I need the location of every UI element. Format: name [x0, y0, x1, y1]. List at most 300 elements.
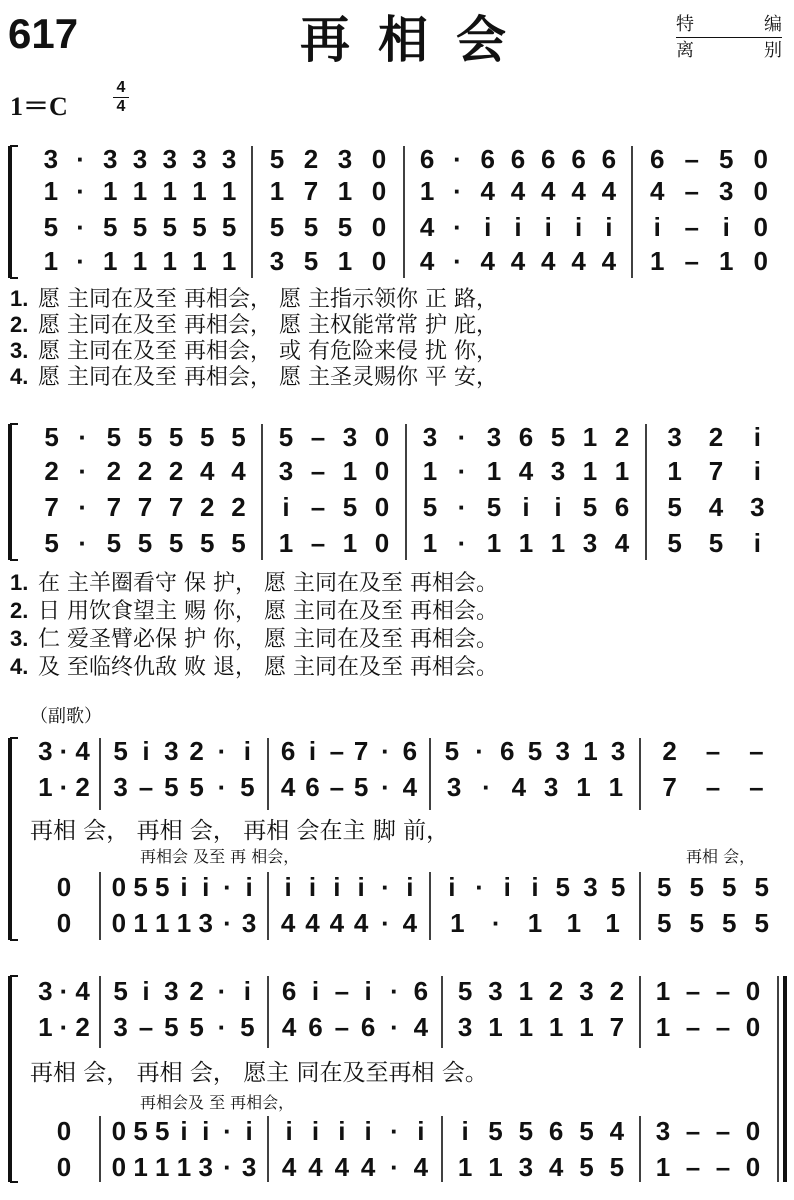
system4-upper-r0-m1-note: · — [217, 976, 227, 1006]
system1-r2-m0-note: · — [76, 212, 85, 242]
system4-lower-r0-m2-note: i — [417, 1116, 425, 1146]
system2-r3-m2-note: 1 — [550, 528, 566, 558]
system2-r2-m3-note: 3 — [750, 492, 765, 522]
system4-upper-r1-m3-note: 1 — [518, 1012, 534, 1042]
system3-lower-r0-m2-note: i — [308, 872, 317, 902]
system4-lower-r1-m2-note: 4 — [360, 1152, 376, 1182]
system2-r3-m2-note: 1 — [422, 528, 438, 558]
system4-lower-r0-m2-note: i — [364, 1116, 372, 1146]
system1-r2-m3-note: 0 — [753, 212, 768, 242]
system3-upper-r1-m0-note: 1 — [38, 772, 53, 802]
system4-upper-r1-m4-note: – — [715, 1012, 731, 1042]
system2-r0-m2-note: 2 — [614, 422, 630, 452]
system1-r1-m2-note: 1 — [419, 176, 435, 206]
system2-r0-m0-note: 5 — [200, 422, 215, 452]
system2-r3-m2-note: 1 — [486, 528, 502, 558]
system2-r3-m3-note: 5 — [667, 528, 682, 558]
system2-r0-m0-note: · — [78, 422, 88, 452]
system3-upper-r0-m3-note: · — [475, 736, 484, 766]
system2-r3-m0-note: 5 — [137, 528, 153, 558]
system2-r0-m1-note: 5 — [278, 422, 294, 452]
system2-r2-m3-note: 5 — [667, 492, 682, 522]
system2-verse-num-1: 2. — [10, 598, 29, 623]
system3-upper-r1-m3-note: 3 — [446, 772, 462, 802]
system2-r2-m2-note: 5 — [486, 492, 502, 522]
system3-lower-r0-m3-note: i — [531, 872, 539, 902]
system2-r3-m2-note: 3 — [582, 528, 598, 558]
system2-r2-m2-note: 5 — [582, 492, 598, 522]
system4-lower-r1-m4-note: 1 — [655, 1152, 671, 1182]
system4-lower-r0-m0-note: 0 — [56, 1116, 72, 1146]
system3-upper-r0-m2-note: 6 — [402, 736, 418, 766]
system1-r3-m0-note: 1 — [221, 246, 237, 276]
system3-upper-r1-m1-note: 5 — [189, 772, 204, 802]
system3-lower-r1-m4-note: 5 — [657, 908, 672, 938]
system4-upper-r0-m2-note: i — [311, 976, 320, 1006]
system2-r3-m1-note: 1 — [278, 528, 294, 558]
system4-lower-r0-m3-note: 6 — [548, 1116, 564, 1146]
system2-r2-m0-note: 7 — [168, 492, 184, 522]
system1-r1-m3-note: 3 — [719, 176, 734, 206]
system2-r2-m2-note: 6 — [614, 492, 630, 522]
system4-lower-r0-m4-note: 3 — [655, 1116, 671, 1146]
system1-r1-m1-note: 1 — [269, 176, 285, 206]
system3-lower-r1-m2-note: 4 — [329, 908, 345, 938]
system4-upper-r1-m4-note: – — [685, 1012, 701, 1042]
system1-r1-m0-note: 1 — [43, 176, 59, 206]
system3-lower-r0-m2-note: i — [406, 872, 414, 902]
system4-upper-r0-m3-note: 3 — [579, 976, 594, 1006]
system1-r1-m2-note: 4 — [601, 176, 617, 206]
system2-r3-m0-note: 5 — [168, 528, 184, 558]
system3-lower-r0-m4-note: 5 — [689, 872, 704, 902]
system2-r0-m0-note: 5 — [44, 422, 59, 452]
chorus-label: （副歌） — [30, 706, 102, 727]
system4-upper-r1-m4-note: 0 — [745, 1012, 761, 1042]
system1-r3-m1-note: 3 — [269, 246, 285, 276]
system1-r0-m0-note: 3 — [103, 144, 118, 174]
system4-upper-r1-m2-note: 4 — [281, 1012, 297, 1042]
system2-r2-m2-note: · — [457, 492, 467, 522]
system1-r0-m0-note: 3 — [162, 144, 177, 174]
system3-lower-r1-m3-note: 1 — [527, 908, 543, 938]
system2-r2-m0-note: · — [78, 492, 88, 522]
system2-r1-m0-note: · — [78, 456, 88, 486]
system1-r2-m2-note: · — [453, 212, 462, 242]
system2-r3-m2-note: 4 — [614, 528, 630, 558]
system4-lower-r0-m1-note: 0 — [111, 1116, 127, 1146]
system4-lower-r0-m4-note: 0 — [745, 1116, 761, 1146]
system1-r1-m2-note: 4 — [571, 176, 586, 206]
system4-upper-r1-m2-note: 6 — [360, 1012, 376, 1042]
system1-r2-m3-note: i — [722, 212, 730, 242]
system4-sublyric: 再相会及 至 再相会， — [140, 1093, 295, 1112]
system4-upper-r1-m0-note: 2 — [75, 1012, 90, 1042]
system2-r0-m3-note: i — [753, 422, 761, 452]
system3-upper-r0-m1-note: i — [142, 736, 150, 766]
system2-r1-m2-note: · — [457, 456, 467, 486]
system1-lyric-2: 愿 主同在及至 再相会， 或 有危险来侵 扰 你， — [38, 339, 498, 364]
system4-upper-r1-m0-note: · — [59, 1012, 69, 1042]
system1-r2-m1-note: 5 — [303, 212, 319, 242]
system4-lower-r1-m1-note: 1 — [133, 1152, 148, 1182]
system3-lower-r0-m1-note: i — [180, 872, 188, 902]
system3-upper-r0-m4-note: – — [705, 736, 721, 766]
system1-r1-m2-note: 4 — [480, 176, 495, 206]
system2-r1-m3-note: i — [753, 456, 761, 486]
system1-r2-m2-note: i — [605, 212, 613, 242]
system1-r2-m0-note: 5 — [162, 212, 177, 242]
system3-lower-r1-m1-note: 0 — [111, 908, 127, 938]
system4-lower-r1-m3-note: 5 — [579, 1152, 594, 1182]
system4-upper-r1-m3-note: 3 — [457, 1012, 473, 1042]
system3-upper-r0-m0-note: 3 — [38, 736, 53, 766]
system1-r1-m1-note: 0 — [371, 176, 387, 206]
system4-upper-r0-m3-note: 1 — [518, 976, 534, 1006]
system4-lower-r1-m4-note: – — [715, 1152, 731, 1182]
system3-lyric: 再相 会， 再相 会， 再相 会在主 脚 前， — [30, 818, 450, 844]
system2-r0-m2-note: 3 — [486, 422, 502, 452]
system3-upper-r1-m2-note: · — [381, 772, 390, 802]
system4-upper-r1-m3-note: 1 — [579, 1012, 594, 1042]
system3-lower-r1-m2-note: 4 — [402, 908, 418, 938]
system3-lower-r1-m3-note: 1 — [450, 908, 465, 938]
system1-verse-num-1: 2. — [10, 312, 29, 337]
system4-upper-r1-m0-note: 1 — [38, 1012, 53, 1042]
system2-r3-m0-note: 5 — [106, 528, 122, 558]
system1-r3-m2-note: 4 — [541, 246, 556, 276]
system2-r3-m3-note: i — [753, 528, 761, 558]
time-top: 4 — [116, 79, 126, 96]
system4-lower-r0-m1-note: · — [223, 1116, 232, 1146]
system1-r3-m1-note: 1 — [337, 246, 353, 276]
system4-upper-r1-m2-note: 4 — [413, 1012, 429, 1042]
system4-lower-r1-m3-note: 1 — [457, 1152, 473, 1182]
system3-lower-r0-m4-note: 5 — [657, 872, 672, 902]
system3-upper-r1-m3-note: 1 — [576, 772, 591, 802]
system4-lower-r1-m3-note: 4 — [548, 1152, 564, 1182]
system2-r2-m3-note: 4 — [708, 492, 724, 522]
system2-lyric-1: 日 用饮食望主 赐 你， 愿 主同在及至 再相会。 — [38, 599, 498, 624]
system3-upper-r0-m4-note: – — [749, 736, 764, 766]
system4-upper-r0-m1-note: i — [142, 976, 150, 1006]
system3-upper-r1-m2-note: 5 — [353, 772, 369, 802]
system2-r1-m2-note: 1 — [614, 456, 630, 486]
system3-lower-r0-m2-note: i — [333, 872, 341, 902]
system3-lower-r1-m1-note: 1 — [155, 908, 170, 938]
system4-lower-r1-m3-note: 3 — [518, 1152, 534, 1182]
system1-r3-m0-note: · — [76, 246, 85, 276]
system3-lower-r1-m2-note: 4 — [305, 908, 320, 938]
system3-upper-r1-m1-note: 5 — [240, 772, 255, 802]
time-signature — [113, 80, 129, 115]
system2-lyric-0: 在 主羊圈看守 保 护， 愿 主同在及至 再相会。 — [38, 571, 498, 596]
system1-r2-m2-note: i — [574, 212, 583, 242]
system2-r1-m3-note: 1 — [667, 456, 682, 486]
system4-upper-r0-m4-note: 0 — [745, 976, 761, 1006]
system4-lower-r1-m1-note: 3 — [241, 1152, 257, 1182]
credit-top-right: 编 — [764, 14, 782, 35]
system1-r0-m2-note: 6 — [601, 144, 617, 174]
system4-lower-r1-m0-note: 0 — [56, 1152, 72, 1182]
system2-r1-m0-note: 2 — [137, 456, 153, 486]
system4-lower-r0-m3-note: 5 — [579, 1116, 594, 1146]
system3-upper-r1-m2-note: – — [329, 772, 345, 802]
system3-lower-r1-m2-note: 4 — [280, 908, 296, 938]
system1-r1-m0-note: · — [76, 176, 85, 206]
system2-r3-m0-note: · — [78, 528, 88, 558]
system3-lower-r0-m3-note: 5 — [610, 872, 626, 902]
system3-lower-r0-m4-note: 5 — [722, 872, 737, 902]
system3-lower-r0-m1-note: 5 — [155, 872, 170, 902]
system1-r0-m2-note: 6 — [510, 144, 526, 174]
system3-upper-r1-m2-note: 6 — [305, 772, 320, 802]
system3-upper-r0-m1-note: 2 — [189, 736, 204, 766]
system3-upper-r1-m4-note: – — [705, 772, 721, 802]
system3-upper-r0-m3-note: 5 — [444, 736, 460, 766]
system1-r0-m0-note: 3 — [192, 144, 207, 174]
system1-r0-m2-note: 6 — [480, 144, 495, 174]
credit-top — [676, 14, 782, 36]
system2-r2-m0-note: 7 — [106, 492, 122, 522]
system4-lower-r0-m3-note: 4 — [609, 1116, 625, 1146]
system3-lower-r0-m4-note: 5 — [754, 872, 769, 902]
system3-lower-r0-m3-note: i — [448, 872, 456, 902]
system4-upper-r1-m1-note: 5 — [240, 1012, 255, 1042]
system3-upper-r0-m1-note: 5 — [113, 736, 128, 766]
system3-lower-r0-m2-note: · — [381, 872, 390, 902]
system2-r3-m0-note: 5 — [44, 528, 59, 558]
system1-r2-m1-note: 0 — [371, 212, 387, 242]
system2-lyric-3: 及 至临终仇敌 败 退， 愿 主同在及至 再相会。 — [38, 655, 498, 680]
system2-r3-m1-note: 0 — [374, 528, 390, 558]
system2-r2-m1-note: – — [310, 492, 326, 522]
system1-r2-m0-note: 5 — [221, 212, 237, 242]
credit-bottom — [676, 40, 782, 62]
system1-r0-m1-note: 3 — [337, 144, 353, 174]
system3-lower-r1-m4-note: 5 — [689, 908, 704, 938]
system3-upper-r0-m1-note: 3 — [164, 736, 179, 766]
system4-lower-r1-m2-note: · — [390, 1152, 399, 1182]
system3-lower-r1-m3-note: · — [491, 908, 501, 938]
system1-r3-m1-note: 0 — [371, 246, 387, 276]
system2-r2-m0-note: 7 — [137, 492, 153, 522]
system3-lower-r0-m1-note: 5 — [133, 872, 148, 902]
system2-r3-m2-note: 1 — [518, 528, 534, 558]
system1-r2-m1-note: 5 — [269, 212, 285, 242]
system1-r3-m3-note: 1 — [650, 246, 665, 276]
system4-lower-r1-m2-note: 4 — [281, 1152, 297, 1182]
system2-r0-m1-note: – — [310, 422, 326, 452]
system1-r3-m2-note: 4 — [601, 246, 617, 276]
system1-r3-m2-note: · — [453, 246, 462, 276]
system2-r1-m0-note: 2 — [44, 456, 59, 486]
system4-lower-r0-m4-note: – — [685, 1116, 701, 1146]
system3-upper-r0-m2-note: 7 — [353, 736, 369, 766]
system3-upper-r0-m0-note: 4 — [75, 736, 90, 766]
system4-upper-r0-m1-note: 3 — [164, 976, 179, 1006]
system4-upper-r0-m4-note: – — [685, 976, 701, 1006]
system3-upper-r0-m1-note: · — [217, 736, 227, 766]
system1-r1-m2-note: · — [453, 176, 462, 206]
system3-lower-r0-m2-note: i — [357, 872, 365, 902]
system2-r1-m1-note: 3 — [278, 456, 294, 486]
system4-lower-r1-m1-note: 0 — [111, 1152, 127, 1182]
system1-r2-m3-note: i — [653, 212, 661, 242]
system3-upper-r0-m2-note: 6 — [280, 736, 296, 766]
system3-lower-r1-m3-note: 1 — [566, 908, 582, 938]
system1-r3-m0-note: 1 — [162, 246, 177, 276]
system2-r1-m3-note: 7 — [708, 456, 724, 486]
system1-r3-m1-note: 5 — [303, 246, 319, 276]
system1-r2-m0-note: 5 — [43, 212, 59, 242]
system2-r1-m0-note: 2 — [168, 456, 184, 486]
credit-top-left: 特 — [676, 14, 694, 35]
system3-lower-r0-m3-note: · — [475, 872, 484, 902]
system1-r1-m1-note: 7 — [303, 176, 319, 206]
system1-r1-m3-note: 0 — [753, 176, 768, 206]
system2-r0-m2-note: · — [457, 422, 467, 452]
system4-upper-r0-m1-note: i — [243, 976, 251, 1006]
system3-upper-r0-m1-note: i — [243, 736, 251, 766]
system1-r0-m1-note: 5 — [269, 144, 285, 174]
system2-r0-m2-note: 6 — [518, 422, 534, 452]
system2-r1-m0-note: 4 — [231, 456, 246, 486]
system2-r1-m1-note: 1 — [342, 456, 358, 486]
system2-r0-m1-note: 0 — [374, 422, 390, 452]
system2-r3-m2-note: · — [457, 528, 467, 558]
system1-lyric-0: 愿 主同在及至 再相会， 愿 主指示领你 正 路， — [38, 287, 498, 312]
system3-upper-r1-m1-note: 3 — [113, 772, 128, 802]
system4-upper-r0-m3-note: 3 — [488, 976, 503, 1006]
system2-r1-m2-note: 1 — [486, 456, 502, 486]
system3-lower-r1-m1-note: 1 — [133, 908, 148, 938]
system2-r3-m1-note: – — [310, 528, 326, 558]
system2-r3-m1-note: 1 — [342, 528, 358, 558]
system2-r0-m3-note: 3 — [667, 422, 682, 452]
system4-upper-r0-m2-note: · — [390, 976, 399, 1006]
system2-r2-m2-note: i — [554, 492, 562, 522]
system4-lower-r0-m2-note: i — [311, 1116, 320, 1146]
system4-upper-r1-m1-note: 3 — [113, 1012, 128, 1042]
system2-verse-num-2: 3. — [10, 626, 29, 651]
system2-verse-num-0: 1. — [10, 570, 29, 595]
system2-r1-m2-note: 3 — [550, 456, 566, 486]
system1-r0-m1-note: 0 — [371, 144, 387, 174]
system4-upper-r0-m0-note: 3 — [38, 976, 53, 1006]
system3-lower-r1-m2-note: 4 — [353, 908, 369, 938]
system4-lower-r0-m1-note: i — [202, 1116, 210, 1146]
system3-lower-r1-m3-note: 1 — [605, 908, 620, 938]
system3-lower-r1-m4-note: 5 — [722, 908, 737, 938]
system2-r3-m3-note: 5 — [708, 528, 724, 558]
system2-r1-m2-note: 1 — [582, 456, 598, 486]
system4-lower-r0-m2-note: i — [338, 1116, 346, 1146]
system2-r0-m2-note: 1 — [582, 422, 598, 452]
system4-upper-r1-m1-note: – — [138, 1012, 154, 1042]
system2-r1-m0-note: 2 — [106, 456, 122, 486]
system4-lower-r0-m4-note: – — [715, 1116, 731, 1146]
system3-sublyric-a: 再相会 及至 再 相会， — [140, 847, 300, 866]
system1-r2-m0-note: 5 — [103, 212, 118, 242]
system3-upper-r1-m3-note: · — [482, 772, 491, 802]
system1-r2-m2-note: i — [544, 212, 552, 242]
system1-r3-m2-note: 4 — [480, 246, 495, 276]
system1-r3-m2-note: 4 — [419, 246, 435, 276]
system2-verse-num-3: 4. — [10, 654, 29, 679]
system4-upper-r0-m0-note: · — [59, 976, 69, 1006]
system1-r1-m0-note: 1 — [162, 176, 177, 206]
system4-lower-r0-m3-note: 5 — [518, 1116, 534, 1146]
system3-upper-r1-m1-note: · — [217, 772, 227, 802]
system1-r3-m3-note: 0 — [753, 246, 768, 276]
system3-upper-r1-m2-note: 4 — [280, 772, 296, 802]
system2-r0-m0-note: 5 — [168, 422, 184, 452]
system2-r1-m1-note: 0 — [374, 456, 390, 486]
system1-r1-m0-note: 1 — [221, 176, 237, 206]
system3-upper-r0-m3-note: 6 — [500, 736, 515, 766]
system4-lower-r1-m3-note: 1 — [488, 1152, 503, 1182]
system1-r3-m0-note: 1 — [192, 246, 207, 276]
system4-upper-r1-m2-note: · — [390, 1012, 399, 1042]
system4-lower-r0-m2-note: i — [285, 1116, 293, 1146]
system3-upper-r0-m3-note: 3 — [555, 736, 570, 766]
system3-upper-r1-m3-note: 3 — [543, 772, 559, 802]
system3-upper-r1-m1-note: 5 — [164, 772, 179, 802]
system3-lower-r0-m2-note: i — [284, 872, 292, 902]
system2-r2-m2-note: i — [522, 492, 530, 522]
system1-r0-m2-note: · — [453, 144, 462, 174]
system1-r1-m1-note: 1 — [337, 176, 353, 206]
system1-r0-m3-note: 5 — [719, 144, 734, 174]
system2-r0-m2-note: 5 — [550, 422, 566, 452]
system4-lower-r1-m4-note: 0 — [745, 1152, 761, 1182]
system4-upper-r0-m1-note: 5 — [113, 976, 128, 1006]
system1-lyric-1: 愿 主同在及至 再相会， 愿 主权能常常 护 庇， — [38, 313, 498, 338]
system4-lower-r1-m3-note: 5 — [609, 1152, 625, 1182]
system1-r1-m0-note: 1 — [103, 176, 118, 206]
system3-upper-r0-m3-note: 3 — [610, 736, 626, 766]
system4-lower-r0-m1-note: i — [245, 1116, 253, 1146]
system1-r0-m3-note: – — [684, 144, 699, 174]
system3-lower-r1-m2-note: · — [381, 908, 390, 938]
system3-lower-r0-m1-note: · — [223, 872, 232, 902]
system1-r0-m0-note: 3 — [43, 144, 59, 174]
system2-r2-m2-note: 5 — [422, 492, 438, 522]
system4-upper-r0-m4-note: 1 — [655, 976, 671, 1006]
system2-r0-m3-note: 2 — [708, 422, 724, 452]
time-bottom: 4 — [116, 98, 126, 115]
system1-r1-m2-note: 4 — [541, 176, 556, 206]
system2-r1-m2-note: 1 — [422, 456, 438, 486]
system3-upper-r0-m2-note: – — [329, 736, 345, 766]
system3-lower-r1-m1-note: 1 — [176, 908, 192, 938]
system3-lower-r0-m1-note: 0 — [111, 872, 127, 902]
system1-r1-m2-note: 4 — [510, 176, 526, 206]
system1-r1-m0-note: 1 — [132, 176, 148, 206]
system4-lower-r1-m4-note: – — [685, 1152, 701, 1182]
system1-r2-m0-note: 5 — [132, 212, 148, 242]
system2-lyric-2: 仁 爱圣臂必保 护 你， 愿 主同在及至 再相会。 — [38, 627, 498, 652]
system2-r2-m1-note: 0 — [374, 492, 390, 522]
system3-lower-r1-m4-note: 5 — [754, 908, 769, 938]
system3-lower-r1-m1-note: 3 — [241, 908, 257, 938]
system3-upper-r0-m4-note: 2 — [662, 736, 677, 766]
system1-r0-m3-note: 6 — [650, 144, 665, 174]
system1-r2-m2-note: i — [484, 212, 492, 242]
system4-lower-r1-m1-note: · — [223, 1152, 232, 1182]
system4-lower-r0-m1-note: 5 — [133, 1116, 148, 1146]
